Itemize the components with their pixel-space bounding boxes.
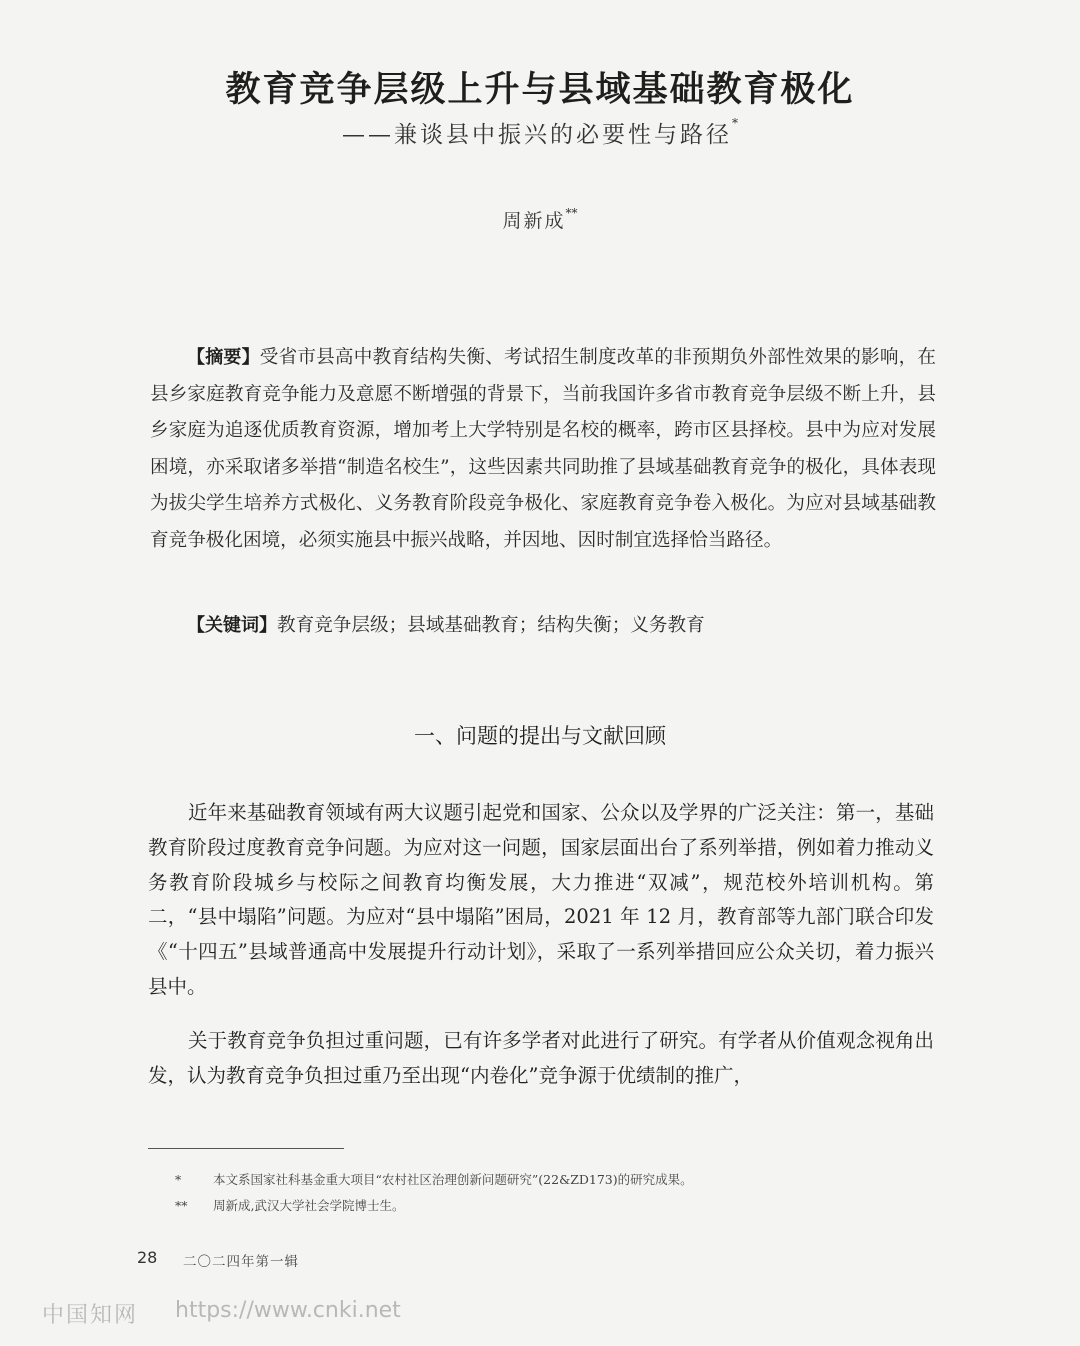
author-name: 周新成	[502, 210, 566, 232]
abstract	[150, 340, 936, 560]
footnote	[175, 1196, 935, 1214]
cnki-watermark-url: https://www.cnki.net	[175, 1298, 401, 1323]
footnote-text: 本文系国家社科基金重大项目“农村社区治理创新问题研究”(22&ZD173)的研究成果。	[213, 1172, 693, 1187]
keywords	[187, 608, 947, 645]
footnote-divider	[148, 1148, 344, 1149]
subtitle-footnote-mark: *	[732, 116, 738, 130]
article-title: 教育竞争层级上升与县域基础教育极化	[225, 69, 855, 110]
abstract-label: 【摘要】	[187, 347, 260, 368]
article-subtitle	[0, 116, 1080, 149]
author-line	[0, 206, 1080, 233]
keywords-label: 【关键词】	[187, 615, 277, 636]
footnote	[175, 1170, 935, 1188]
page-number: 28	[137, 1248, 158, 1267]
footnote-mark: **	[175, 1198, 188, 1213]
abstract-text: 受省市县高中教育结构失衡、考试招生制度改革的非预期负外部性效果的影响，在县乡家庭教育竞争能力及意愿不断增强的背景下，当前我国许多省市教育竞争层级不断上升，县乡家庭为追逐优质教育资源，增加考上大学特别是名校的概率，跨市区县择校。县中为应对发展困境，亦采取诸多举措“制造名校生”，这些因素共同助推了县域基础教育竞争的极化，具体表现为拔尖学生培养方式极化、义务教育阶段竞争极化、家庭教育竞争卷入极化。为应对县域基础教育竞争极化困境，必须实施县中振兴战略，并因地、因时制宜选择恰当路径。	[150, 347, 936, 551]
body-paragraph: 近年来基础教育领域有两大议题引起党和国家、公众以及学界的广泛关注：第一，基础教育阶段过度教育竞争问题。为应对这一问题，国家层面出台了系列举措，例如着力推动义务教育阶段城乡与校际之间教育均衡发展，大力推进“双减”，规范校外培训机构。第二，“县中塌陷”问题。为应对“县中塌陷”困局，2021 年 12 月，教育部等九部门联合印发《“十四五”县域普通高中发展提升行动计划》，采取了一系列举措回应公众关切，着力振兴县中。	[148, 801, 934, 998]
author-footnote-mark: **	[565, 206, 578, 220]
journal-issue: 二〇二四年第一辑	[183, 1254, 299, 1270]
section-heading: 一、问题的提出与文献回顾	[414, 724, 666, 748]
body-paragraph: 关于教育竞争负担过重问题，已有许多学者对此进行了研究。有学者从价值观念视角出发，认为教育竞争负担过重乃至出现“内卷化”竞争源于优绩制的推广，	[148, 1029, 934, 1087]
footnote-text: 周新成,武汉大学社会学院博士生。	[213, 1198, 405, 1213]
subtitle-text: ——兼谈县中振兴的必要性与路径	[342, 122, 732, 148]
cnki-watermark-logo: 中国知网	[42, 1303, 139, 1328]
footnote-mark: *	[175, 1172, 182, 1187]
keywords-text: 教育竞争层级；县域基础教育；结构失衡；义务教育	[277, 615, 705, 636]
